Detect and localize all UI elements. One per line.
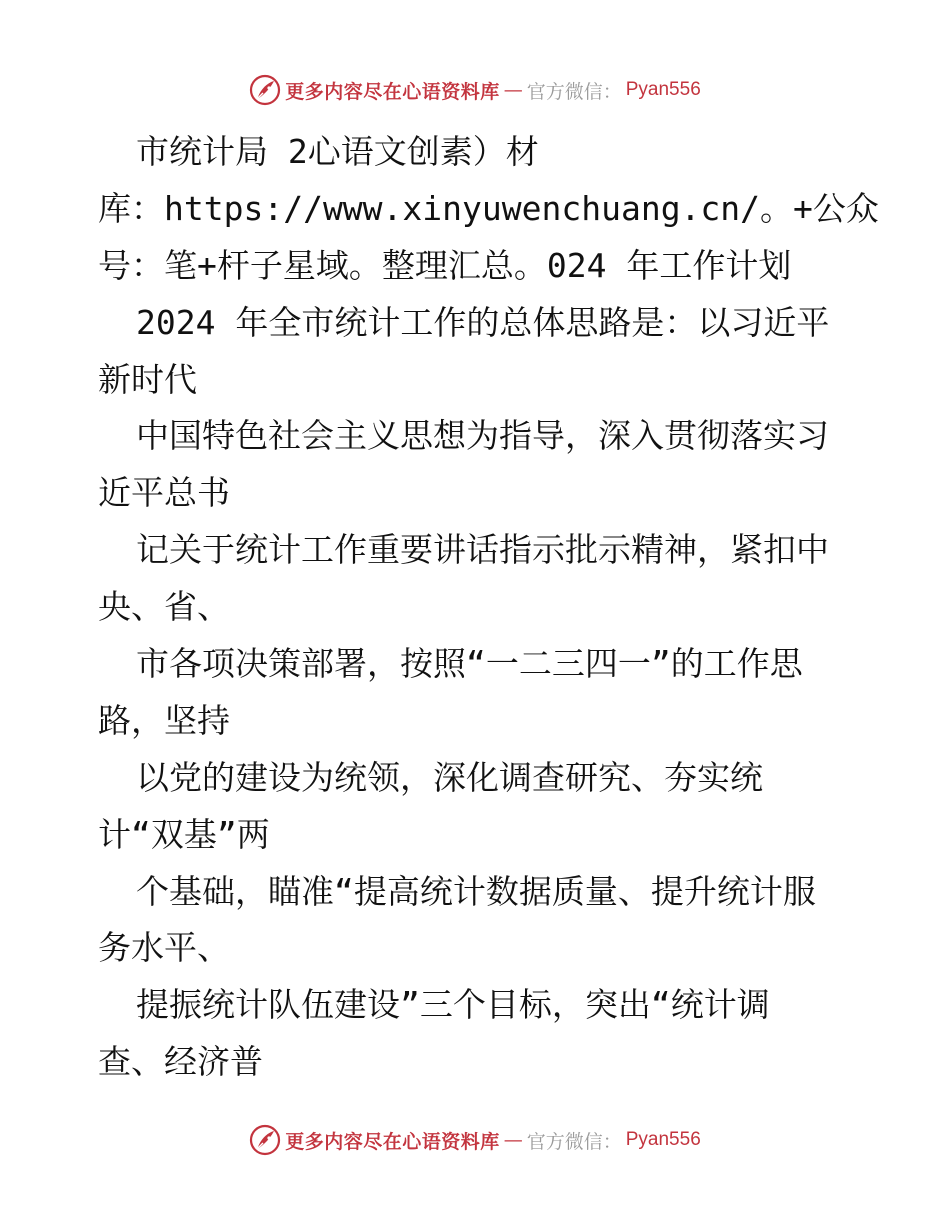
quill-pen-logo-icon <box>249 1124 281 1156</box>
text-line: 查、经济普 <box>98 1042 263 1082</box>
banner-wechat-label: 官方微信： <box>526 80 622 103</box>
text-line: 提振统计队伍建设”三个目标，突出“统计调 <box>136 985 770 1025</box>
text-line: 路，坚持 <box>98 700 230 740</box>
text-line: 中国特色社会主义思想为指导，深入贯彻落实习 <box>136 416 829 456</box>
header-banner[interactable] <box>0 70 950 110</box>
document-body <box>98 124 888 1091</box>
banner-text: 更多内容尽在心语资料库 <box>285 1130 500 1153</box>
text-line: 新时代 <box>98 359 197 399</box>
text-line: 以党的建设为统领，深化调查研究、夯实统 <box>136 757 763 797</box>
quill-pen-logo-icon <box>249 74 281 106</box>
banner-dash: — <box>503 79 523 101</box>
text-line: 号：笔+杆子星域。整理汇总。024 年工作计划 <box>98 245 792 285</box>
text-line: 个基础，瞄准“提高统计数据质量、提升统计服 <box>136 871 816 911</box>
banner-wechat-id: Pyan556 <box>625 1129 701 1150</box>
text-line: 库：https://www.xinyuwenchuang.cn/。+公众 <box>98 188 879 228</box>
text-line: 近平总书 <box>98 473 230 513</box>
text-line: 务水平、 <box>98 928 230 968</box>
banner-link[interactable] <box>249 74 701 106</box>
text-line: 市统计局 2心语文创素）材 <box>136 132 539 171</box>
text-line: 记关于统计工作重要讲话指示批示精神，紧扣中 <box>136 530 829 570</box>
banner-dash: — <box>503 1129 523 1151</box>
text-line: 2024 年全市统计工作的总体思路是：以习近平 <box>136 302 830 342</box>
text-line: 市各项决策部署，按照“一二三四一”的工作思 <box>136 644 803 684</box>
banner-link[interactable] <box>249 1124 701 1156</box>
banner-wechat-label: 官方微信： <box>526 1130 622 1153</box>
footer-banner[interactable] <box>0 1120 950 1160</box>
banner-text: 更多内容尽在心语资料库 <box>285 80 500 103</box>
banner-wechat-id: Pyan556 <box>625 79 701 100</box>
text-line: 央、省、 <box>98 587 230 627</box>
text-line: 计“双基”两 <box>98 814 270 854</box>
